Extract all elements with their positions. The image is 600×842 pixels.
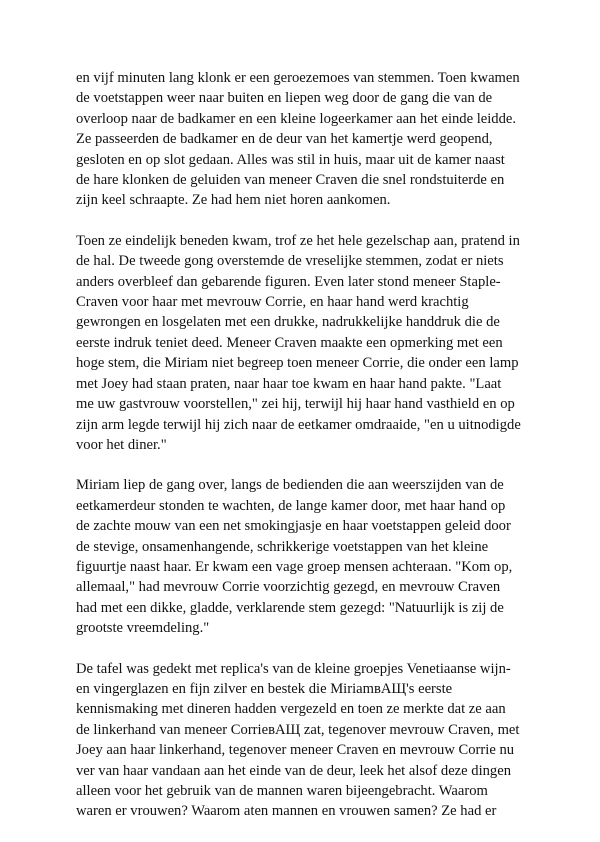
text-line: en vingerglazen en fijn zilver en bestek die MiriamвАЩ's eerste bbox=[76, 680, 453, 697]
text-line: eerste indruk teniet deed. Meneer Craven maakte een opmerking met een bbox=[76, 334, 503, 351]
text-line: Toen ze eindelijk beneden kwam, trof ze het hele gezelschap aan, pratend in bbox=[76, 232, 520, 249]
text-line: gesloten en op slot gedaan. Alles was stil in huis, maar uit de kamer naast bbox=[76, 151, 505, 168]
text-line: de stevige, onsamenhangende, schrikkerige voetstappen van het kleine bbox=[76, 538, 489, 555]
text-line: me uw gastvrouw voorstellen," zei hij, terwijl hij haar hand vasthield en op bbox=[76, 396, 515, 413]
text-line: overloop naar de badkamer en een kleine logeerkamer aan het einde leidde. bbox=[76, 110, 517, 127]
paragraph-1 bbox=[76, 68, 534, 211]
text-line: hoge stem, die Miriam niet begreep toen meneer Corrie, die onder een lamp bbox=[76, 355, 519, 372]
text-line: ver van haar vandaan aan het einde van de deur, leek het alsof deze dingen bbox=[76, 762, 511, 779]
text-line: Miriam liep de gang over, langs de bedienden die aan weerszijden van de bbox=[76, 477, 504, 494]
text-line: kennismaking met dineren hadden vergezeld en toen ze merkte dat ze aan bbox=[76, 701, 506, 718]
text-line: zijn keel schraapte. Ze had hem niet horen aankomen. bbox=[76, 192, 391, 209]
text-line: de voetstappen weer naar buiten en liepen weg door de gang die van de bbox=[76, 90, 493, 107]
text-line: zijn arm legde terwijl hij zich naar de eetkamer omdraaide, "en u uitnodigde bbox=[76, 416, 521, 433]
text-line: figuurtje naast haar. Er kwam een vage groep mensen achteraan. "Kom op, bbox=[76, 558, 513, 575]
text-line: de hal. De tweede gong overstemde de vreselijke stemmen, zodat er niets bbox=[76, 253, 504, 270]
text-line: eetkamerdeur stonden te wachten, de lange kamer door, met haar hand op bbox=[76, 497, 506, 514]
text-line: alleen voor het gebruik van de mannen waren bijeengebracht. Waarom bbox=[76, 783, 488, 799]
text-line: anders overbleef dan gebarende figuren. Even later stond meneer Staple- bbox=[76, 273, 501, 290]
text-line: met Joey had staan praten, naar haar toe kwam en haar hand pakte. "Laat bbox=[76, 375, 502, 392]
text-line: had met een dikke, gladde, verklarende stem gezegd: "Natuurlijk is zij de bbox=[76, 599, 504, 616]
text-line: Joey aan haar linkerhand, tegenover meneer Craven en mevrouw Corrie nu bbox=[76, 742, 515, 759]
text-line: voor het diner." bbox=[76, 436, 167, 453]
text-line: waren er vrouwen? Waarom aten mannen en vrouwen samen? Ze had er bbox=[76, 803, 497, 820]
paragraph-4 bbox=[76, 659, 534, 822]
text-line: de zachte mouw van een net smokingjasje en haar voetstappen geleid door bbox=[76, 518, 511, 535]
text-line: Craven voor haar met mevrouw Corrie, en haar hand werd krachtig bbox=[76, 294, 469, 311]
text-line: grootste vreemdeling." bbox=[76, 620, 210, 637]
text-line: allemaal," had mevrouw Corrie voorzichtig gezegd, en mevrouw Craven bbox=[76, 579, 501, 596]
text-line: gewrongen en losgelaten met een drukke, nadrukkelijke handdruk die de bbox=[76, 314, 500, 331]
paragraph-3 bbox=[76, 475, 534, 638]
text-line: de linkerhand van meneer CorrieвАЩ zat, tegenover mevrouw Craven, met bbox=[76, 721, 520, 738]
document-page bbox=[76, 68, 534, 842]
text-line: Ze passeerden de badkamer en de deur van het kamertje werd geopend, bbox=[76, 131, 493, 148]
text-line: De tafel was gedekt met replica's van de kleine groepjes Venetiaanse wijn- bbox=[76, 660, 511, 677]
paragraph-2 bbox=[76, 231, 534, 455]
text-line: de hare klonken de geluiden van meneer Craven die snel rondstuiterde en bbox=[76, 172, 505, 189]
text-line: en vijf minuten lang klonk er een geroezemoes van stemmen. Toen kwamen bbox=[76, 70, 520, 86]
